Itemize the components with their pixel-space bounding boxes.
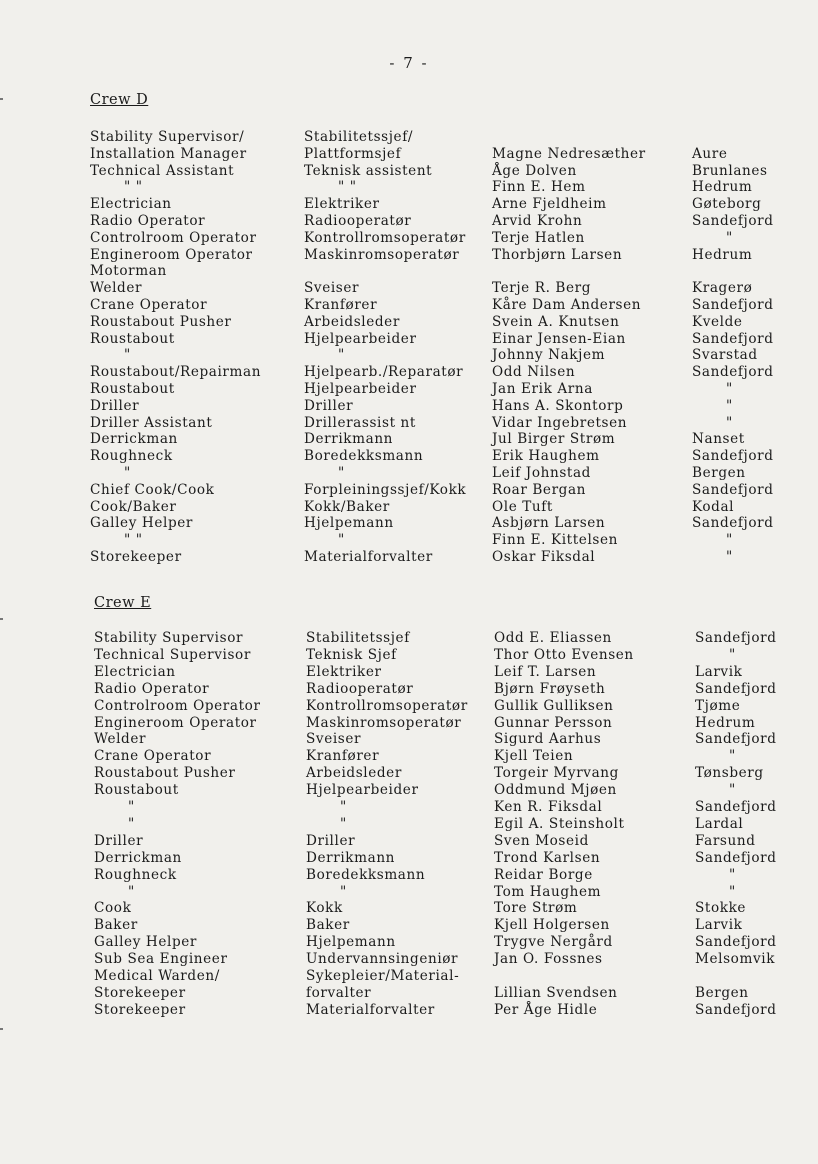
norwegian-title: Boredekksmann [304, 448, 424, 465]
norwegian-title: Radiooperatør [306, 680, 414, 697]
crew-e-row [0, 664, 818, 681]
hometown: " [726, 549, 733, 565]
hometown: Kvelde [692, 313, 743, 330]
english-title: Galley Helper [94, 934, 197, 951]
crew-name: Tom Haughem [494, 883, 602, 900]
hometown: Sandefjord [692, 364, 774, 381]
crew-d-row [0, 213, 818, 230]
norwegian-title: Hjelpemann [304, 515, 394, 532]
hometown: Kodal [692, 498, 735, 515]
hometown: Sandefjord [692, 213, 774, 229]
norwegian-title: Sveiser [306, 731, 362, 748]
crew-d-row [0, 515, 818, 532]
crew-name: Reidar Borge [494, 866, 593, 883]
norwegian-title: Maskinromsoperatør [306, 714, 462, 731]
crew-name: Sigurd Aarhus [494, 731, 602, 748]
hometown: Kragerø [692, 280, 753, 297]
english-title: Crane Operator [90, 297, 208, 313]
crew-d-row [0, 247, 818, 264]
hometown: Sandefjord [692, 515, 774, 532]
norwegian-title: Baker [306, 917, 350, 934]
hometown: " [729, 866, 736, 883]
hometown: Hedrum [695, 714, 756, 731]
hometown: Larvik [695, 663, 743, 680]
crew-name: Terje R. Berg [492, 280, 592, 297]
crew-d-row [0, 482, 818, 499]
norwegian-title: Elektriker [304, 196, 380, 213]
hometown: " [726, 414, 733, 431]
crew-name: Gunnar Persson [494, 714, 613, 731]
hometown: Sandefjord [695, 849, 777, 866]
english-title: Derrickman [94, 849, 182, 866]
crew-d-row [0, 549, 818, 566]
norwegian-title: " [340, 799, 347, 815]
english-title: Stability Supervisor/ [90, 129, 245, 145]
crew-d-row [0, 196, 818, 213]
crew-name: Ole Tuft [492, 498, 553, 515]
english-title: Technical Assistant [90, 162, 235, 179]
english-title: Roustabout [90, 330, 175, 347]
english-title: " [128, 815, 135, 832]
crew-name: Thorbjørn Larsen [492, 246, 623, 263]
crew-d-row [0, 364, 818, 381]
crew-name: Jul Birger Strøm [492, 431, 616, 448]
english-title: Welder [90, 280, 143, 297]
hometown: " [726, 381, 733, 397]
hometown: Sandefjord [692, 481, 774, 498]
english-title: Sub Sea Engineer [94, 951, 228, 968]
crew-name: Åge Dolven [492, 162, 577, 179]
crew-d-row [0, 280, 818, 297]
norwegian-title: Hjelpearb./Reparatør [304, 364, 464, 381]
norwegian-title: Driller [304, 397, 354, 414]
english-title: Motorman [90, 263, 167, 280]
crew-name: Finn E. Hem [492, 179, 586, 196]
norwegian-title: Stabilitetssjef/ [304, 129, 414, 145]
crew-e-row [0, 985, 818, 1002]
english-title: Radio Operator [90, 213, 206, 229]
hometown: Sandefjord [692, 448, 774, 465]
crew-e-heading: Crew E [94, 595, 152, 611]
crew-name: Thor Otto Evensen [494, 646, 634, 663]
hometown: " [726, 532, 733, 549]
norwegian-title: " [340, 883, 347, 900]
english-title: " " [124, 532, 143, 549]
hometown: Sandefjord [695, 630, 777, 646]
crew-name: Lillian Svendsen [494, 984, 618, 1001]
crew-name: Finn E. Kittelsen [492, 532, 618, 549]
hometown: Sandefjord [695, 934, 777, 951]
crew-e-row [0, 681, 818, 698]
crew-d-row [0, 129, 818, 146]
crew-e-row [0, 833, 818, 850]
crew-d-heading: Crew D [90, 92, 149, 108]
crew-d-row [0, 532, 818, 549]
crew-d-row [0, 163, 818, 180]
norwegian-title: Kontrollromsoperatør [304, 229, 466, 246]
english-title: Roughneck [90, 448, 173, 465]
norwegian-title: Arbeidsleder [304, 313, 400, 330]
crew-e-row [0, 765, 818, 782]
norwegian-title: Derrikmann [306, 849, 396, 866]
page-edge-mark [0, 98, 3, 100]
crew-e-row [0, 968, 818, 985]
norwegian-title: Hjelpearbeider [304, 381, 417, 397]
norwegian-title: Hjelpearbeider [306, 782, 419, 799]
norwegian-title: Undervannsingeniør [306, 951, 459, 968]
hometown: Svarstad [692, 347, 758, 364]
crew-e-row [0, 782, 818, 799]
crew-d-row [0, 381, 818, 398]
crew-d-row [0, 331, 818, 348]
english-title: Roustabout Pusher [94, 765, 236, 782]
hometown: " [729, 883, 736, 900]
crew-d-row [0, 465, 818, 482]
crew-d-row [0, 297, 818, 314]
hometown: Hedrum [692, 179, 753, 196]
crew-name: Erik Haughem [492, 448, 600, 465]
english-title: Technical Supervisor [94, 646, 251, 663]
crew-name: Arne Fjeldheim [492, 196, 607, 213]
hometown: " [729, 782, 736, 799]
crew-e-row [0, 850, 818, 867]
english-title: Cook/Baker [90, 498, 177, 515]
crew-name: Kåre Dam Andersen [492, 297, 642, 313]
english-title: Electrician [90, 196, 172, 213]
crew-name: Gullik Gulliksen [494, 697, 614, 714]
norwegian-title: Derrikmann [304, 431, 394, 448]
crew-name: Magne Nedresæther [492, 145, 646, 162]
norwegian-title: " [340, 815, 347, 832]
crew-e-row [0, 934, 818, 951]
norwegian-title: Stabilitetssjef [306, 630, 410, 646]
norwegian-title: Plattformsjef [304, 145, 402, 162]
english-title: " [124, 347, 131, 364]
english-title: Driller [90, 397, 140, 414]
crew-e-row [0, 1002, 818, 1019]
crew-d-row [0, 263, 818, 280]
english-title: Roustabout [90, 381, 175, 397]
hometown: Bergen [695, 984, 749, 1001]
norwegian-title: Sykepleier/Material- [306, 968, 460, 984]
crew-d-row [0, 398, 818, 415]
crew-name: Vidar Ingebretsen [492, 414, 628, 431]
crew-e-row [0, 731, 818, 748]
english-title: Chief Cook/Cook [90, 481, 215, 498]
hometown: Gøteborg [692, 196, 762, 213]
hometown: " [729, 646, 736, 663]
hometown: Tønsberg [695, 765, 764, 782]
norwegian-title: Materialforvalter [306, 1001, 435, 1018]
hometown: Sandefjord [692, 330, 774, 347]
hometown: Sandefjord [695, 799, 777, 815]
crew-d-row [0, 314, 818, 331]
crew-name: Jan O. Fossnes [494, 951, 603, 968]
page-edge-mark [0, 1028, 3, 1030]
english-title: Installation Manager [90, 145, 247, 162]
norwegian-title: Boredekksmann [306, 866, 426, 883]
crew-name: Oskar Fiksdal [492, 549, 596, 565]
english-title: Engineroom Operator [94, 714, 257, 731]
crew-name: Ken R. Fiksdal [494, 799, 603, 815]
norwegian-title: Kokk [306, 900, 343, 917]
english-title: Controlroom Operator [94, 697, 261, 714]
hometown: " [726, 229, 733, 246]
crew-d-row [0, 448, 818, 465]
crew-name: Leif T. Larsen [494, 663, 597, 680]
hometown: Tjøme [695, 697, 741, 714]
hometown: Stokke [695, 900, 747, 917]
english-title: Baker [94, 917, 138, 934]
crew-name: Svein A. Knutsen [492, 313, 620, 330]
crew-name: Roar Bergan [492, 481, 587, 498]
norwegian-title: " " [338, 179, 357, 196]
english-title: Medical Warden/ [94, 968, 220, 984]
norwegian-title: Materialforvalter [304, 549, 433, 565]
norwegian-title: Arbeidsleder [306, 765, 402, 782]
crew-name: Sven Moseid [494, 832, 589, 849]
crew-e-row [0, 647, 818, 664]
hometown: Lardal [695, 815, 744, 832]
english-title: Storekeeper [94, 1001, 186, 1018]
crew-e-row [0, 698, 818, 715]
hometown: " [729, 748, 736, 765]
hometown: Brunlanes [692, 162, 768, 179]
crew-name: Odd E. Eliassen [494, 630, 612, 646]
crew-name: Trond Karlsen [494, 849, 601, 866]
page-number: - 7 - [389, 54, 429, 72]
hometown: Bergen [692, 465, 746, 481]
crew-name: Kjell Holgersen [494, 917, 610, 934]
crew-name: Kjell Teien [494, 748, 574, 765]
crew-name: Tore Strøm [494, 900, 578, 917]
english-title: Electrician [94, 663, 176, 680]
crew-name: Oddmund Mjøen [494, 782, 617, 799]
hometown: Nanset [692, 431, 745, 448]
crew-name: Odd Nilsen [492, 364, 576, 381]
english-title: Storekeeper [94, 984, 186, 1001]
crew-name: Bjørn Frøyseth [494, 680, 606, 697]
crew-name: Arvid Krohn [492, 213, 583, 229]
english-title: Driller [94, 832, 144, 849]
english-title: Galley Helper [90, 515, 193, 532]
norwegian-title: Elektriker [306, 663, 382, 680]
english-title: Storekeeper [90, 549, 182, 565]
norwegian-title: Hjelpearbeider [304, 330, 417, 347]
crew-name: Torgeir Myrvang [494, 765, 619, 782]
crew-e-row [0, 884, 818, 901]
norwegian-title: Radiooperatør [304, 213, 412, 229]
english-title: " [128, 799, 135, 815]
norwegian-title: Hjelpemann [306, 934, 396, 951]
english-title: Radio Operator [94, 680, 210, 697]
english-title: Driller Assistant [90, 414, 213, 431]
english-title: " [124, 465, 131, 481]
crew-d-row [0, 431, 818, 448]
norwegian-title: " [338, 465, 345, 481]
norwegian-title: Teknisk assistent [304, 162, 433, 179]
norwegian-title: Teknisk Sjef [306, 646, 397, 663]
english-title: Stability Supervisor [94, 630, 244, 646]
english-title: Derrickman [90, 431, 178, 448]
norwegian-title: Kokk/Baker [304, 498, 390, 515]
crew-e-row [0, 630, 818, 647]
english-title: Cook [94, 900, 132, 917]
crew-e-row [0, 715, 818, 732]
english-title: Roughneck [94, 866, 177, 883]
crew-d-row [0, 347, 818, 364]
english-title: Roustabout [94, 782, 179, 799]
crew-name: Einar Jensen-Eian [492, 330, 626, 347]
crew-e-row [0, 816, 818, 833]
hometown: Sandefjord [695, 680, 777, 697]
crew-e-row [0, 917, 818, 934]
page-edge-mark [0, 618, 3, 620]
norwegian-title: Kranfører [304, 297, 378, 313]
hometown: " [726, 397, 733, 414]
crew-e-row [0, 799, 818, 816]
english-title: Roustabout Pusher [90, 313, 232, 330]
norwegian-title: Kontrollromsoperatør [306, 697, 468, 714]
hometown: Hedrum [692, 246, 753, 263]
crew-name: Johnny Nakjem [492, 347, 606, 364]
crew-d-row [0, 230, 818, 247]
crew-name: Jan Erik Arna [492, 381, 593, 397]
hometown: Farsund [695, 832, 756, 849]
english-title: " [128, 883, 135, 900]
hometown: Sandefjord [695, 731, 777, 748]
hometown: Larvik [695, 917, 743, 934]
english-title: " " [124, 179, 143, 196]
hometown: Melsomvik [695, 951, 776, 968]
norwegian-title: Drillerassist nt [304, 414, 416, 431]
norwegian-title: Maskinromsoperatør [304, 246, 460, 263]
hometown: Sandefjord [695, 1001, 777, 1018]
crew-name: Trygve Nergård [494, 934, 613, 951]
norwegian-title: Driller [306, 832, 356, 849]
english-title: Engineroom Operator [90, 246, 253, 263]
crew-e-row [0, 900, 818, 917]
crew-name: Egil A. Steinsholt [494, 815, 625, 832]
crew-d-row [0, 146, 818, 163]
crew-d-row [0, 415, 818, 432]
crew-e-row [0, 951, 818, 968]
norwegian-title: forvalter [306, 984, 372, 1001]
english-title: Controlroom Operator [90, 229, 257, 246]
norwegian-title: Sveiser [304, 280, 360, 297]
crew-d-row [0, 499, 818, 516]
norwegian-title: Forpleiningssjef/Kokk [304, 481, 467, 498]
crew-d-row [0, 179, 818, 196]
crew-name: Per Åge Hidle [494, 1001, 598, 1018]
crew-e-row [0, 748, 818, 765]
crew-name: Hans A. Skontorp [492, 397, 624, 414]
english-title: Roustabout/Repairman [90, 364, 262, 381]
hometown: Aure [692, 145, 728, 162]
crew-name: Leif Johnstad [492, 465, 591, 481]
hometown: Sandefjord [692, 297, 774, 313]
norwegian-title: " [338, 347, 345, 364]
norwegian-title: Kranfører [306, 748, 380, 765]
crew-name: Terje Hatlen [492, 229, 585, 246]
crew-e-row [0, 867, 818, 884]
norwegian-title: " [338, 532, 345, 549]
english-title: Welder [94, 731, 147, 748]
crew-name: Asbjørn Larsen [492, 515, 606, 532]
english-title: Crane Operator [94, 748, 212, 765]
